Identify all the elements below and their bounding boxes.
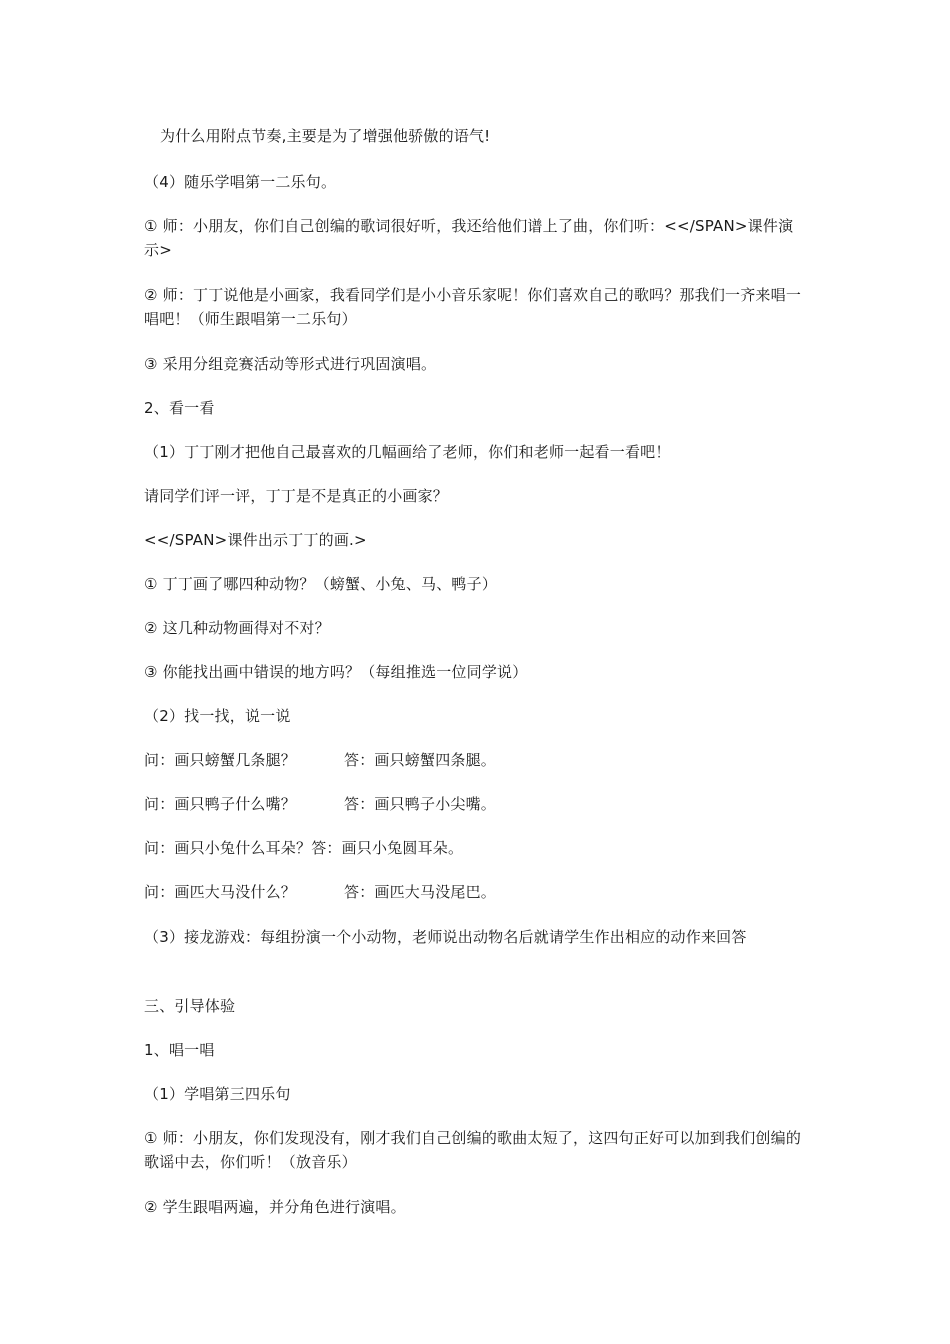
qa-row [144, 836, 814, 861]
qa-row [144, 748, 814, 773]
heading-guided-experience: 三、引导体验 [144, 997, 236, 1015]
qa-question: 问：画只鸭子什么嘴？ [144, 795, 297, 813]
paragraph-teacher-dingding: ② 师：丁丁说他是小画家，我看同学们是小小音乐家呢！你们喜欢自己的歌吗？那我们一齐来唱一唱吧！（师生跟唱第一二乐句） [144, 286, 802, 328]
paragraph-dingding-paintings: （1）丁丁刚才把他自己最喜欢的几幅画给了老师，你们和老师一起看一看吧！ [144, 443, 671, 461]
qa-answer: 答：画只螃蟹四条腿。 [344, 751, 497, 769]
paragraph-teacher-song-too-short: ① 师：小朋友，你们发现没有，刚才我们自己创编的歌曲太短了，这四句正好可以加到我们创编的歌谣中去，你们听！（放音乐） [144, 1129, 802, 1171]
qa-row [144, 880, 814, 905]
paragraph-find-and-say: （2）找一找，说一说 [144, 707, 291, 725]
paragraph-sing-phrases-1-2: （4）随乐学唱第一二乐句。 [144, 173, 337, 191]
paragraph-students-sing: ② 学生跟唱两遍，并分角色进行演唱。 [144, 1198, 406, 1216]
paragraph-dotted-rhythm: 为什么用附点节奏,主要是为了增强他骄傲的语气! [160, 127, 491, 145]
paragraph-relay-game: （3）接龙游戏：每组扮演一个小动物，老师说出动物名后就请学生作出相应的动作来回答 [144, 928, 747, 946]
qa-answer: 答：画只小兔圆耳朵。 [311, 839, 464, 857]
paragraph-show-paintings: <</SPAN>课件出示丁丁的画.> [144, 531, 367, 549]
qa-question: 问：画只螃蟹几条腿？ [144, 751, 297, 769]
heading-look: 2、看一看 [144, 399, 215, 417]
qa-answer: 答：画匹大马没尾巴。 [344, 883, 497, 901]
paragraph-find-mistakes: ③ 你能找出画中错误的地方吗？（每组推选一位同学说） [144, 663, 528, 681]
paragraph-four-animals: ① 丁丁画了哪四种动物？（螃蟹、小兔、马、鸭子） [144, 575, 498, 593]
paragraph-drawn-correctly: ② 这几种动物画得对不对？ [144, 619, 330, 637]
paragraph-evaluate: 请同学们评一评，丁丁是不是真正的小画家？ [144, 487, 449, 505]
qa-answer: 答：画只鸭子小尖嘴。 [344, 795, 497, 813]
paragraph-sing-phrases-3-4: （1）学唱第三四乐句 [144, 1085, 291, 1103]
qa-row [144, 792, 814, 817]
heading-sing: 1、唱一唱 [144, 1041, 215, 1059]
qa-question: 问：画匹大马没什么？ [144, 883, 297, 901]
qa-question: 问：画只小兔什么耳朵？ [144, 839, 312, 857]
paragraph-group-contest: ③ 采用分组竞赛活动等形式进行巩固演唱。 [144, 355, 437, 373]
paragraph-teacher-courseware: ① 师：小朋友，你们自己创编的歌词很好听，我还给他们谱上了曲，你们听：<</SPAN>课件演示> [144, 217, 794, 259]
